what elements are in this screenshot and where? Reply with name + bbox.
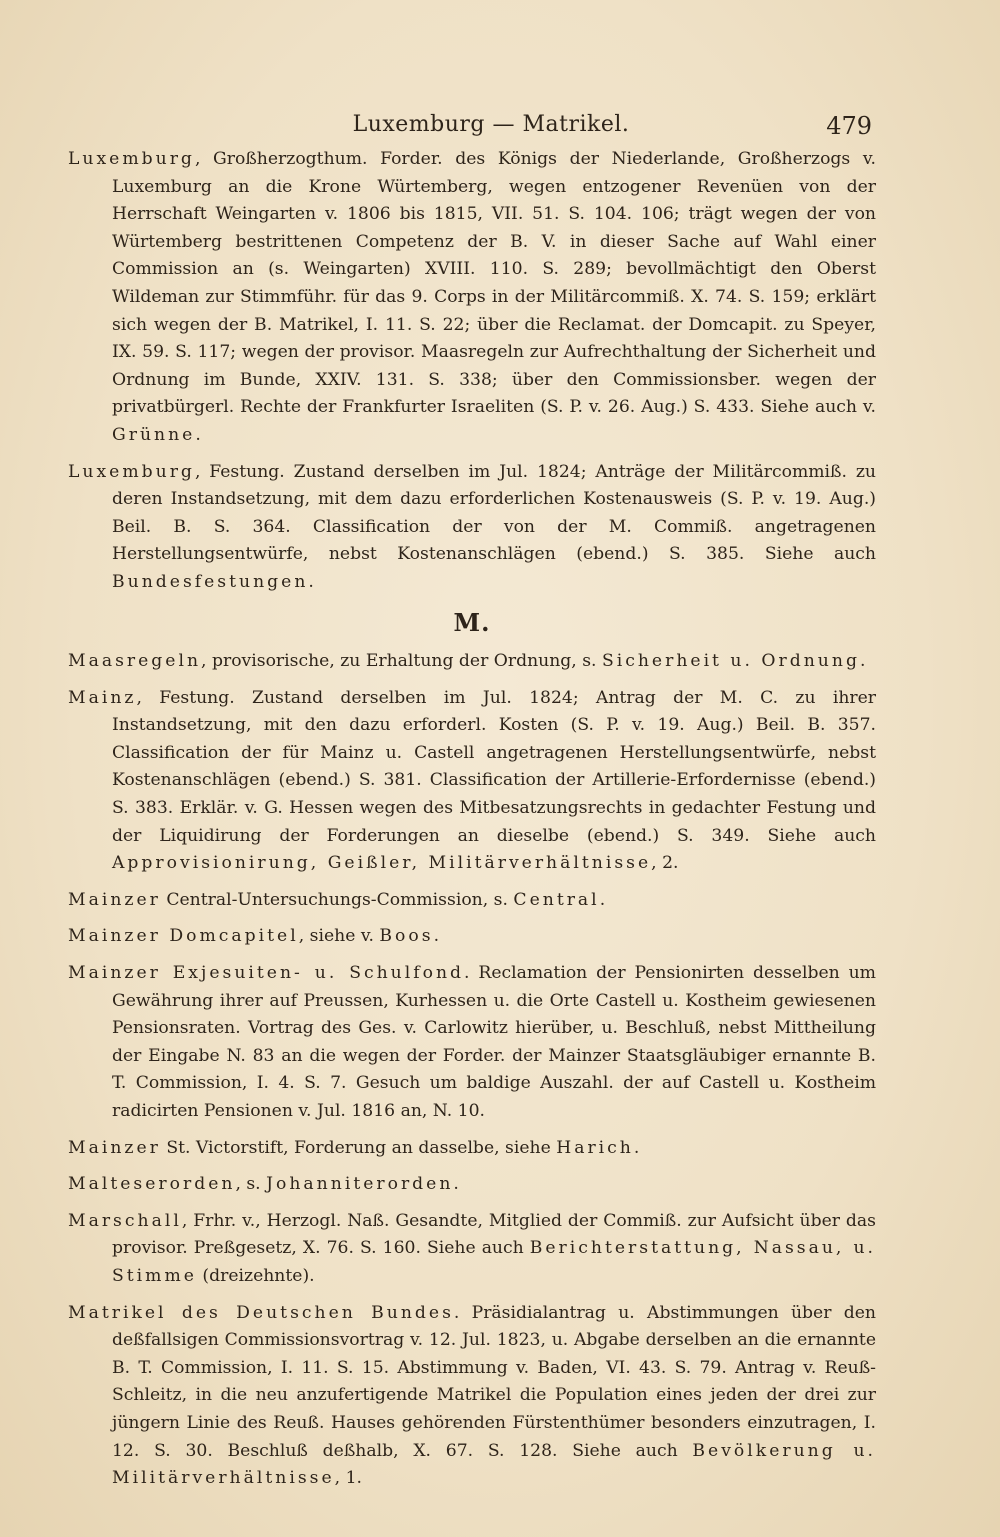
entry-keyword: Mainzer <box>68 889 161 910</box>
entry-end: (dreizehnte). <box>196 1265 315 1286</box>
entry-text: . Reclamation der Pensionirten desselben um Gewährung ihrer auf Preussen, Kurhessen u. die Orte Castell u. Kostheim gewiesenen Pensionsraten. Vortrag des Ges. v. Carlowitz hierüber, u. Beschluß, nebst Mittheilung der Eingabe N. 83 an die wegen der Forder. der Mainzer Staatsgläubiger ernannte B. T. Commission, I. 4. S. 7. Gesuch um baldige Auszahl. der auf Castell u. Kostheim radicirten Pensionen v. Jul. 1816 an, N. 10. <box>112 963 876 1121</box>
entry-text: , Großherzogthum. Forder. des Königs der Niederlande, Großherzogs v. Luxemburg an die Krone Würtemberg, wegen entzogener Revenüen von der Herrschaft Weingarten v. 1806 bis 1815, VII. 51. S. 104. 106; trägt wegen der von Würtemberg bestrittenen Competenz der B. V. in dieser Sache auf Wahl einer Commission an (s. Weingarten) XVIII. 110. S. 289; bevollmächtigt den Oberst Wildeman zur Stimmführ. für das 9. Corps in der Militärcommiß. X. 74. S. 159; erklärt sich wegen der B. Matrikel, I. 11. S. 22; über die Reclamat. der Domcapit. zu Speyer, IX. 59. S. 117; wegen der provisor. Maasregeln zur Aufrechthaltung der Sicherheit und Ordnung im Bunde, XXIV. 131. S. 338; über den Commissionsber. wegen der privatbürgerl. Rechte der Frankfurter Israeliten (S. P. v. 26. Aug.) S. 433. Siehe auch v. <box>112 149 876 418</box>
entry-end: . <box>599 889 606 910</box>
entry-end: . <box>195 424 201 445</box>
entry-cross-reference: Approvisionirung, Geißler, Militärverhältnisse <box>112 853 652 874</box>
entry-text: . Präsidialantrag u. Abstimmungen über den deßfallsigen Commissionsvortrag v. 12. Jul. 1823, u. Abgabe derselben an die ernannte B. T. Commission, I. 11. S. 15. Abstimmung v. Baden, VI. 43. S. 79. Antrag v. Reuß-Schleitz, in die neu anzufertigende Matrikel die Population eines jeden der drei zur jüngern Linie des Reuß. Hauses gehörenden Fürstenthümer besonders einzutragen, I. 12. S. 30. Beschluß deßhalb, X. 67. S. 128. Siehe auch <box>112 1302 876 1461</box>
entry-keyword: Matrikel des Deutschen Bundes <box>68 1302 454 1323</box>
entry-maasregeln <box>68 648 876 676</box>
entry-keyword: Luxemburg <box>68 461 195 482</box>
entry-cross-reference: Grünne <box>112 424 196 445</box>
page-number: 479 <box>826 112 872 140</box>
entry-end: . <box>433 926 440 947</box>
entry-keyword: Maasregeln <box>68 651 202 672</box>
entry-text: , siehe v. <box>298 926 380 947</box>
entry-keyword: Malteserorden <box>68 1174 236 1195</box>
entry-text: , Frhr. v., Herzogl. Naß. Gesandte, Mitglied der Commiß. zur Aufsicht über das provisor. Preßgesetz, X. 76. S. 160. Siehe auch <box>112 1210 876 1259</box>
entry-cross-reference: Boos <box>379 926 434 947</box>
entry-keyword: Mainzer <box>68 1137 161 1158</box>
entry-marschall <box>68 1208 876 1291</box>
entry-text: , Festung. Zustand derselben im Jul. 1824; Antrag der M. C. zu ihrer Instandsetzung, mit den dazu erforderl. Kosten (S. P. v. 19. Aug.) Beil. B. 357. Classification der für Mainz u. Castell angetragenen Herstellungsentwürfe, nebst Kostenanschlägen (ebend.) S. 381. Classification der Artillerie-Erfordernisse (ebend.) S. 383. Erklär. v. G. Hessen wegen des Mitbesatzungsrechts in gedachter Festung und der Liquidirung der Forderungen an dieselbe (ebend.) S. 349. Siehe auch <box>112 687 876 846</box>
entry-malteserorden <box>68 1171 876 1199</box>
entry-cross-reference: Central <box>513 889 600 910</box>
entry-cross-reference: Berichterstattung, Nassau, u. Stimme <box>112 1238 876 1286</box>
entry-keyword: Marschall <box>68 1210 182 1231</box>
entry-keyword: Mainzer Exjesuiten- u. Schulfond <box>68 963 465 984</box>
entry-cross-reference: Harich <box>556 1137 634 1158</box>
running-title: Luxemburg — Matrikel. <box>352 112 630 137</box>
entry-keyword: Mainz <box>68 687 137 708</box>
entry-keyword: Mainzer Domcapitel <box>68 926 299 947</box>
entry-end: , 2. <box>651 853 679 874</box>
entry-mainz-festung <box>68 685 876 878</box>
entry-text: , s. <box>235 1174 267 1195</box>
entry-cross-reference: Bundesfestungen <box>112 571 309 592</box>
entry-text: St. Victorstift, Forderung an dasselbe, siehe <box>160 1137 557 1158</box>
entry-mainzer-domcapitel <box>68 923 876 951</box>
entry-cross-reference: Johanniterorden <box>266 1174 454 1195</box>
entry-end: . <box>859 651 866 672</box>
entry-text: , provisorische, zu Erhaltung der Ordnung, s. <box>201 651 602 672</box>
index-body <box>68 146 876 1502</box>
entry-text: Central-Untersuchungs-Commission, s. <box>160 889 514 910</box>
entry-matrikel <box>68 1300 876 1493</box>
entry-luxemburg-festung <box>68 459 876 597</box>
entry-mainzer-exjesuiten <box>68 960 876 1126</box>
entry-end: , 1. <box>334 1468 362 1489</box>
entry-keyword: Luxemburg <box>68 149 195 169</box>
entry-mainzer-st-victorstift <box>68 1135 876 1163</box>
entry-mainzer-central <box>68 887 876 915</box>
entry-end: . <box>633 1137 640 1158</box>
entry-cross-reference: Bevölkerung u. Militärverhältnisse <box>112 1440 877 1489</box>
entry-end: . <box>308 571 314 592</box>
section-letter-heading: M. <box>453 607 491 637</box>
entry-luxemburg-grossherzogthum <box>68 146 876 450</box>
entry-text: , Festung. Zustand derselben im Jul. 1824; Anträge der Militärcommiß. zu deren Instandsetzung, mit dem dazu erforderlichen Kostenausweis (S. P. v. 19. Aug.) Beil. B. S. 364. Classification der von der M. Commiß. angetragenen Herstellungsentwürfe, nebst Kostenanschlägen (ebend.) S. 385. Siehe auch <box>112 461 876 565</box>
entry-cross-reference: Sicherheit u. Ordnung <box>601 651 860 672</box>
entry-end: . <box>453 1174 459 1195</box>
